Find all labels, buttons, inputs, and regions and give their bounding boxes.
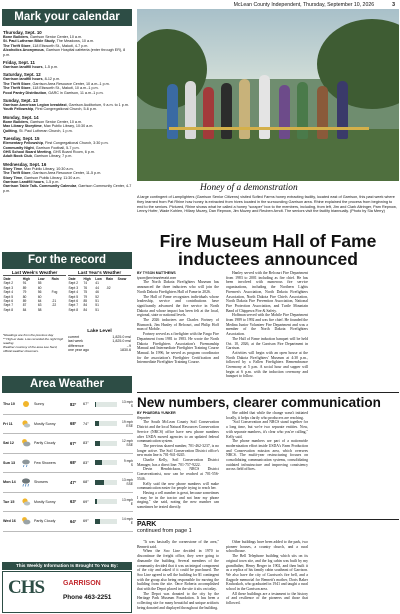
event-name: Bone Builders <box>3 119 28 124</box>
event-detail: , 118 Ellsworth St., Makoti, 10 a.m.-1 p.m. <box>30 86 99 91</box>
forecast-row <box>3 434 133 454</box>
forecast-condition: Mostly Sunny <box>34 499 56 504</box>
table-cell: Sept 3 <box>3 285 14 290</box>
table-cell: Sept 7 <box>68 303 79 308</box>
calendar-day <box>3 72 133 95</box>
event-name: Story Time <box>3 175 22 180</box>
calendar-day <box>3 30 133 57</box>
event-name: Community Night <box>3 145 34 150</box>
table-cell: Sept 3 <box>68 285 79 290</box>
table-cell: 46 <box>95 290 99 295</box>
photo-person <box>337 81 348 139</box>
photo-title: Honey of a demonstration <box>200 183 298 193</box>
forecast-day: Mon 14 <box>3 480 16 485</box>
table-cell <box>117 308 131 312</box>
table-cell: 84 <box>83 307 88 312</box>
column-header: Date <box>3 277 11 281</box>
article-paragraph: When the Soo Line decided in 1970 to discontinue the freight office, they were going to dismantle the building. Several members of the community decided that it was an integral component of the city and asked if it could be purchased. The Soo Line agreed to sell the building for $1 contingent with the group also being responsible for moving the building from the site. Once Roberta accomplished that with the Depot placed in the site it sits on today. <box>137 549 219 592</box>
forecast-wind <box>117 459 133 467</box>
forecast-day: Sun 13 <box>3 460 16 465</box>
forecast-condition: Partly Cloudy <box>34 441 56 446</box>
column-header: Date <box>68 277 76 281</box>
chs-logo: CHS <box>8 577 45 598</box>
photo-person <box>167 84 178 139</box>
table-cell: Sept 8 <box>3 307 14 312</box>
table-cell: 85 <box>83 299 88 304</box>
wind-speed: 19 mph <box>122 419 133 424</box>
event-detail: , GARC in Garrison, 11 a.m.-1 p.m. <box>46 90 104 95</box>
lake-value: 1830.6 <box>120 348 131 353</box>
wind-speed: 12 mph <box>122 439 133 444</box>
event-detail: , Garrison Library, 7 p.m. <box>31 154 73 159</box>
event-name: Story Time <box>3 166 22 171</box>
forecast-high: 63° <box>70 499 77 505</box>
event-name: Adult Book Club <box>3 154 32 159</box>
calendar-date: Wednesday, Sept. 16 <box>3 161 47 167</box>
park-headline: PARK <box>137 521 157 528</box>
column-header: Rain <box>51 277 59 281</box>
lake-value: -.9 <box>126 343 131 348</box>
forecast-row <box>3 395 133 415</box>
page-number: 3 <box>392 1 395 8</box>
event-detail: , Garrison Public Library, 11:30 a.m. <box>22 175 81 180</box>
forecast-condition: Mostly Sunny <box>34 421 56 426</box>
calendar-day <box>3 136 133 159</box>
event-detail: , Garrison Senior Center, 10 a.m. <box>28 35 83 39</box>
forecast-condition: Showers <box>34 480 48 485</box>
precip-bar <box>95 421 117 426</box>
photo-person <box>185 81 196 139</box>
event-name: Garrison landfill hours <box>3 65 43 70</box>
table-cell: 60 <box>37 294 42 299</box>
article-paragraph: "Soil Conservation and NRCS stand together for a long time, but we're two separate entities. Now, with separate numbers, it's clear who you're calling," Kelly said. <box>226 420 308 439</box>
table-cell: 80 <box>22 294 27 299</box>
wind-direction: SSE <box>126 482 133 487</box>
article-paragraph: Kelly said the new phone numbers will make communication easier for people trying to reach her. <box>137 481 219 491</box>
event-detail: , Max Public Library, 10:30 a.m. <box>41 124 94 129</box>
few-showers-icon <box>21 458 31 468</box>
wind-direction: S <box>130 462 133 467</box>
event-detail: , St. Paul Lutheran Church, 1 p.m. <box>16 128 73 133</box>
fire-article-col3 <box>315 271 399 389</box>
event-name: The Thrift Store <box>3 171 31 176</box>
precip-bar-fill <box>95 402 96 407</box>
forecast-low: 74° <box>83 421 89 426</box>
sponsor-bar: This Weekly Information Is Brought To You By: <box>2 562 132 570</box>
event-name: Quilting <box>3 128 17 133</box>
event-name: Elementary Fellowship <box>3 141 43 146</box>
table-cell: 60 <box>37 285 42 290</box>
wind-speed: 14 mph <box>122 517 133 522</box>
last-week-title: Last Week's Weather <box>3 270 66 276</box>
calendar-list <box>3 27 133 249</box>
table-cell: .02 <box>106 285 111 290</box>
lake-level-title: Lake Level <box>87 329 112 334</box>
table-cell: 63 <box>37 303 42 308</box>
table-cell: Sept 4 <box>68 290 79 295</box>
forecast-row <box>3 415 133 435</box>
numbers-byline-title: Reporter <box>137 415 151 420</box>
wind-speed: 9 mph <box>123 458 133 463</box>
table-cell: Fog <box>51 290 58 295</box>
forecast-high: 82° <box>70 401 77 407</box>
event-name: GHS School Board Meeting <box>3 149 51 154</box>
table-cell: 89 <box>22 285 27 290</box>
table-cell: 75 <box>83 290 88 295</box>
event-detail: , 1-5 p.m. <box>42 65 59 70</box>
area-weather-forecast <box>3 395 133 560</box>
sponsor-ad <box>2 571 132 613</box>
table-cell: 84 <box>22 307 27 312</box>
record-note: Weather courtesy of the area Lee Nerd, official weather observers. <box>3 344 58 353</box>
park-article-col1 <box>137 540 219 613</box>
sponsor-name: GARRISON <box>63 580 101 587</box>
column-header: High <box>83 277 91 281</box>
precip-bar-fill <box>95 499 97 504</box>
column-header: Low <box>37 277 45 281</box>
paper-dateline: McLean County Independent, Thursday, September 10, 2026 <box>233 1 375 8</box>
event-name: The Thrift Store <box>3 43 31 48</box>
precip-bar-fill <box>95 519 100 524</box>
calendar-day <box>3 162 133 193</box>
record-notes <box>3 334 65 354</box>
fire-article-col1 <box>137 271 219 389</box>
table-cell: 55 <box>37 281 42 286</box>
forecast-day: Wed 16 <box>3 519 16 524</box>
table-cell: 64 <box>37 299 42 304</box>
precip-bar <box>95 460 117 465</box>
calendar-date: Sunday, Sept. 13 <box>3 98 38 104</box>
event-name: The Thrift Store <box>3 86 31 91</box>
event-name: Garrison landfill hours <box>3 77 43 82</box>
photo-person <box>317 86 328 139</box>
last-year-weather <box>68 270 131 312</box>
table-cell: Sept 8 <box>68 307 79 312</box>
lake-label: difference <box>68 343 84 348</box>
article-paragraph: The previous shared number, 701-462-3237, is no longer active. The Soil Conservation District office's new main line is 701-941-0245. <box>137 443 219 458</box>
table-cell: 79 <box>22 290 27 295</box>
article-paragraph: The Hall of Fame recognizes individuals whose leadership, service and contributions have significantly advanced the fire service in North Dakota and whose impact has been felt at the local, regional, state or national levels. <box>137 294 219 318</box>
event-name: Food Pantry Distribution <box>3 90 47 95</box>
article-paragraph: She added that while the change wasn't initiated locally, it helps clarify who producers are reaching. <box>226 411 308 420</box>
article-paragraph: Activities will begin with an open house at the North Dakota Firefighters' Museum at 4:30 p.m., followed by a Fallen Firefighters Remembrance Ceremony at 5 p.m. A social hour and supper will begin at 6 p.m. with the induction ceremony and banquet to follow. <box>226 350 308 379</box>
numbers-byline: BY PHAEDRA YUNKER <box>137 411 176 415</box>
table-cell: 89 <box>22 299 27 304</box>
calendar-day <box>3 115 133 133</box>
precip-bar <box>95 441 117 446</box>
wind-speed: 13 mph <box>122 400 133 405</box>
article-paragraph: The phone numbers are part of a nationwide modernization effort inside USDA's Farm Production and Conservation mission area, which oversees NRCS. The multi-year restructuring focuses on consolidating communication systems, consolidating outdated infrastructure and improving consistency across field offices. <box>226 439 308 472</box>
column-header: Low <box>95 277 102 281</box>
lake-label: one year ago <box>68 348 89 353</box>
article-paragraph: The Bell Telephone building which sits on its original town site, and the log cabin was built by my grandfather, Henry Berger in 1902, and then built it as a replica of his family cabin southeast of Garrison. We also have the city of Garrison's fire bell, and a flagpole memorial for Bennett's mother, Doris Baker Kruhoskob, who graduated in 1941 and taught a rural school in the Garrison area. <box>226 554 308 592</box>
table-cell: 51 <box>95 307 99 312</box>
wind-speed: 13 mph <box>122 478 133 483</box>
table-cell: 76 <box>83 285 88 290</box>
event-detail: , Garrison Area Resource Center, 10 a.m.-1 p.m. <box>30 81 110 86</box>
forecast-day: Thu 10 <box>3 402 15 407</box>
numbers-headline: New numbers, clearer communication <box>137 392 399 410</box>
calendar-date: Friday, Sept. 11 <box>3 60 35 66</box>
event-name: Bone Builders <box>3 35 28 39</box>
forecast-low: 67° <box>83 402 89 407</box>
table-cell: 79 <box>83 294 88 299</box>
sponsor-phone: Phone 463-2251 <box>63 594 112 601</box>
park-continued: continued from page 1 <box>137 528 192 534</box>
precip-bar <box>95 402 117 407</box>
forecast-condition: Few Showers <box>34 460 56 465</box>
article-paragraph: Having a cell number is great, because sometimes I may be in the tractor and not hear my phone ringing," she said, noting the new number can sometimes be texted directly. <box>137 490 219 510</box>
wind-direction: S <box>130 404 133 409</box>
event-detail: , Garrison Senior Center, 10 a.m. <box>28 119 83 124</box>
event-name: Garrison Table Talk- Community Calendar <box>3 184 77 189</box>
event-name: St. Paul Lutheran Bible Study <box>3 39 55 44</box>
area-weather-banner: Area Weather <box>2 376 132 393</box>
calendar-date: Tuesday, Sept. 15 <box>3 136 40 142</box>
event-detail: , First Congregational Church, 5-6 p.m. <box>33 107 97 112</box>
wind-direction: E <box>130 521 133 526</box>
record-note: *Readings are from the previous day <box>3 333 54 337</box>
photo-person <box>239 79 250 139</box>
forecast-high: 64° <box>70 518 77 524</box>
event-detail: , Garrison Community Center, 4-7 p.m. <box>3 184 132 193</box>
mostly-sunny-icon <box>21 419 31 429</box>
showers-icon <box>21 477 31 487</box>
column-header: High <box>22 277 31 281</box>
precip-bar <box>95 480 117 485</box>
park-article-col3 <box>315 540 399 613</box>
event-detail: , 118 Ellsworth St., Makoti, 4-7 p.m. <box>30 43 89 48</box>
calendar-day <box>3 60 133 69</box>
forecast-condition: Partly Cloudy <box>34 519 56 524</box>
calendar-event <box>3 65 133 69</box>
last-week-table <box>3 277 66 312</box>
photo-caption: A large contingent of Lamplighters (Garrison Senior Citizens) visited Sofied Farms honey extracting facility, located east of Garrison, this past week where they learned from Pat Rhine how honey is extracted from hives located in the surrounding Garrison area. Rhine explained the process from beginning to end to the seniors. Pictured, Rhine shows what he called a honey "scraper" box to the members, including, from left, Jim and Clark Altringer, Pam Repnow, Lenny Hofer, Wade Kohlen, Hillary Muzey, Dan Repnow, Jim Muzey and Reuben Arndt. The seniors visit the facility biannually. (Photo by Sia Merry) <box>137 195 397 214</box>
page-header <box>0 0 400 9</box>
record-banner: For the record <box>2 252 132 269</box>
precip-bar <box>95 519 117 524</box>
table-cell: Sept 4 <box>3 290 14 295</box>
event-detail: , 8-12 p.m. <box>42 77 61 82</box>
article-paragraph: Hanley served with the Belcourt Fire Department from 1983 to 2001 including as fire chief. He has been involved with numerous fire service organizations, including the Northern Lights Firemen's Association, North Dakota Firefighters Association, North Dakota Fire Chiefs Association, North Dakota Fire Prevention Association, National Fire Protection Association, and Turtle Mountain Band of Chippewa Fire & Safety. <box>226 271 308 313</box>
article-paragraph: Fortney served as a firefighter with the Fargo Fire Department from 1981 to 1983. He wrote the North Dakota Firefighters Association's Firemanship Manual and Intermediate Firefighter Training Course Manual. In 1996, he served as program coordinator for the association's Firefighter Certification and Intermediate Firefighter Training Course. <box>137 332 219 365</box>
fire-article-col2 <box>226 271 308 389</box>
calendar-event <box>3 129 133 133</box>
article-paragraph: Hoffman served with the Mobile Fire Department from 1989 to 1992 and was fire chief. He founded the Medina Junior Volunteer Fire Department and was a member of the North Dakota Firefighters Association. <box>226 313 308 337</box>
table-row <box>68 308 131 312</box>
table-cell: Sept 6 <box>68 299 79 304</box>
forecast-high: 47° <box>70 479 77 485</box>
lake-label: current <box>68 334 80 339</box>
lake-level <box>68 330 131 353</box>
event-name: Alcoholics Anonymous <box>3 48 44 53</box>
fire-byline-email: tyson@mcleanherald.com <box>137 275 177 280</box>
record-section <box>3 270 132 374</box>
event-detail: , Garrison Auditorium, 9 a.m. to 1 p.m. <box>66 103 129 108</box>
forecast-wind <box>117 420 133 428</box>
park-header <box>137 519 399 534</box>
column-header: Snow <box>117 277 127 281</box>
forecast-high: 68° <box>70 460 77 466</box>
wind-speed: 13 mph <box>122 497 133 502</box>
event-detail: , Garrison Area Resource Center, 11-5 p.m. <box>30 171 102 176</box>
event-detail: , Garrison Hospital cafeteria (enter through ER), 8 p.m. <box>3 48 126 57</box>
table-cell: 44 <box>95 285 99 290</box>
forecast-day: Sat 12 <box>3 441 14 446</box>
calendar-date: Saturday, Sept. 12 <box>3 72 41 78</box>
column-header: Rain <box>106 277 114 281</box>
calendar-date: Thursday, Sept. 10 <box>3 30 42 35</box>
table-cell: Sept 2 <box>68 281 79 286</box>
forecast-low: 83° <box>83 441 89 446</box>
table-cell: 91 <box>22 281 27 286</box>
table-cell: .22 <box>51 303 57 308</box>
numbers-article-col3 <box>315 411 399 517</box>
table-cell: 51 <box>95 303 99 308</box>
forecast-low: 69° <box>83 499 89 504</box>
event-detail: , Garrison Football, 5-7 p.m. <box>33 145 80 150</box>
event-detail: , Max Public Library, 10:30 a.m. <box>22 166 74 171</box>
park-article-col2 <box>226 540 308 613</box>
wind-direction: SSE <box>126 443 133 448</box>
news-photo <box>137 9 399 181</box>
table-cell: 41 <box>95 281 99 286</box>
table-cell: 51 <box>95 299 99 304</box>
table-cell: Sept 5 <box>3 294 14 299</box>
forecast-low: 68° <box>83 480 89 485</box>
forecast-wind <box>117 439 133 447</box>
article-paragraph: "It was basically the cornerstone of the area," Bennett said. <box>137 540 219 549</box>
table-cell: 52 <box>95 294 99 299</box>
record-note: ** High-er date. Low recorded the night high reading. <box>3 336 64 345</box>
photo-person <box>203 87 214 139</box>
photo-person <box>279 85 290 139</box>
lake-value: 1,825.0 msl <box>112 339 131 344</box>
fire-headline: Fire Museum Hall of Fame inductees announced <box>159 231 377 269</box>
event-name: The Thrift Store <box>3 81 31 86</box>
calendar-banner: Mark your calendar <box>2 9 132 26</box>
last-year-table <box>68 277 131 312</box>
table-cell: Sept 7 <box>3 303 14 308</box>
forecast-row <box>3 454 133 474</box>
partly-cloudy-icon <box>21 438 31 448</box>
partly-cloudy-icon <box>21 516 31 526</box>
event-detail: , 1-5 p.m. <box>43 179 60 184</box>
last-year-title: Last Year's Weather <box>68 270 131 276</box>
precip-bar-fill <box>95 421 99 426</box>
table-cell: 87 <box>22 303 27 308</box>
table-cell: 84 <box>83 303 88 308</box>
calendar-event <box>3 184 133 193</box>
event-name: Max Library Storytime <box>3 124 42 129</box>
precip-bar-fill <box>95 480 104 485</box>
article-paragraph: Other buildings have been added to the park, two pioneer houses, a country church, and a rural schoolhouse. <box>226 540 308 554</box>
last-week-weather <box>3 270 66 312</box>
forecast-row <box>3 512 133 532</box>
forecast-day: Tue 15 <box>3 499 15 504</box>
calendar-day <box>3 98 133 112</box>
forecast-day: Fri 11 <box>3 421 13 426</box>
lake-level-row <box>68 348 131 353</box>
table-cell: 58 <box>37 307 42 312</box>
article-paragraph: Devin Hendrickson, NRCS District Conservationist, now can be reached at 701-556-5546. <box>137 467 219 481</box>
table-cell: 74 <box>83 281 88 286</box>
precip-bar-fill <box>95 441 100 446</box>
article-paragraph: The Depot was donated to the city by the Heritage Park Museum Foundation. It has been a collecting site for many beautiful and unique artifacts being donated and displayed throughout the building. <box>137 591 219 610</box>
calendar-event <box>3 154 133 158</box>
article-paragraph: The 2026 inductees are Charles Fortney of Bismarck, Jim Hanley of Belcourt, and Philip Hoff man of Mobile. <box>137 318 219 332</box>
forecast-low: 83° <box>83 460 89 465</box>
photo-honey-box <box>169 127 369 130</box>
precip-bar-fill <box>95 460 102 465</box>
calendar-date: Monday, Sept. 14 <box>3 114 39 120</box>
numbers-article-col2 <box>226 411 308 517</box>
calendar-event <box>3 107 133 111</box>
forecast-high: 68° <box>70 421 77 427</box>
article-paragraph: The South McLean County Soil Conservation District and the local Natural Resources Conservation Service (NRCS) office have new phone numbers after USDA moved agencies to an updated federal communication system. <box>137 420 219 444</box>
forecast-wind <box>117 478 133 486</box>
article-paragraph: Charlie Kelly, Soil Conservation District Manager, has a direct line: 701-757-9222. <box>137 458 219 467</box>
lake-value: 1,825.0 msl <box>112 334 131 339</box>
photo-person <box>297 82 308 139</box>
forecast-wind <box>117 498 133 506</box>
forecast-row <box>3 473 133 493</box>
fire-byline: BY TYSON MATTHEWS <box>137 271 176 275</box>
calendar-event <box>3 91 133 95</box>
event-detail: , GHS Board Room, 6 p.m. <box>50 149 96 154</box>
forecast-high: 67° <box>70 440 77 446</box>
table-cell: .21 <box>51 299 57 304</box>
sun-icon <box>21 399 31 409</box>
table-cell <box>106 308 118 312</box>
wind-direction: ESE <box>126 423 133 428</box>
table-cell: Sept 6 <box>3 299 14 304</box>
precip-bar <box>95 499 117 504</box>
event-detail: , The Meadows, 10 a.m. <box>54 39 95 44</box>
forecast-wind <box>117 400 133 408</box>
wind-direction: E <box>130 501 133 506</box>
table-cell: 56 <box>37 290 42 295</box>
numbers-article-col1 <box>137 411 219 517</box>
mostly-sunny-icon <box>21 497 31 507</box>
photo-person <box>221 83 232 139</box>
forecast-wind <box>117 517 133 525</box>
table-cell <box>51 308 66 312</box>
article-paragraph: The Hall of Fame induction banquet will be held Oct. 10, 2026, at the Garrison Fire Department in Garrison. <box>226 336 308 351</box>
forecast-row <box>3 493 133 513</box>
calendar-event <box>3 48 133 57</box>
lake-label: last week <box>68 339 83 344</box>
event-name: Youth Fellowship <box>3 107 34 112</box>
table-row <box>3 308 66 312</box>
table-cell: Sept 5 <box>68 294 79 299</box>
event-detail: , First Congregational Church, 3:30 p.m. <box>42 141 109 146</box>
article-paragraph: The North Dakota Firefighters Museum has announced the three inductees who will join the North Dakota Firefighters Hall of Fame in 2026. <box>137 280 219 294</box>
forecast-condition: Sunny <box>34 402 45 407</box>
event-name: Garrison Landfill hours <box>3 179 44 184</box>
event-name: Garrison American Legion breakfast <box>3 103 67 108</box>
forecast-low: 69° <box>83 519 89 524</box>
article-paragraph: All these buildings are a testament to the history of and resilience of the pioneers and those that followed. <box>226 591 308 606</box>
table-cell: Sept 2 <box>3 281 14 286</box>
